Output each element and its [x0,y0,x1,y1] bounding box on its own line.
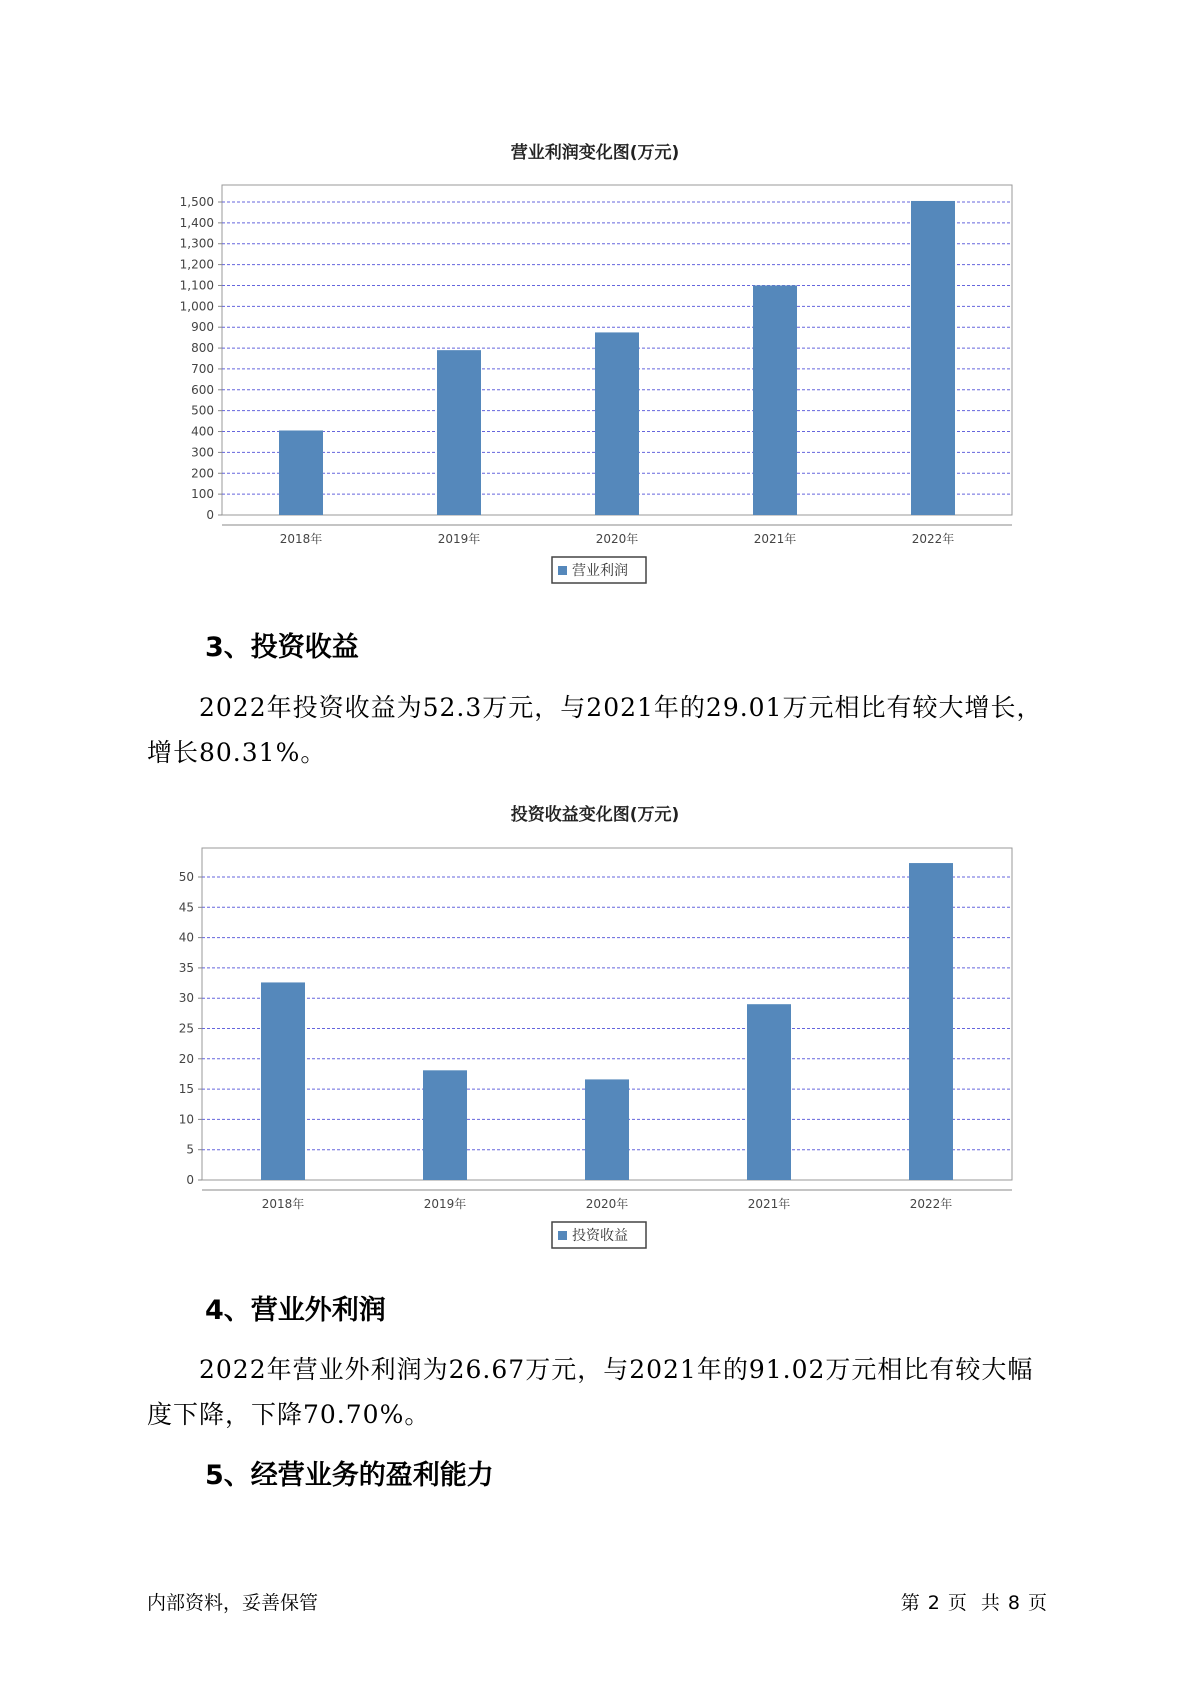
bar [437,350,481,515]
x-tick-label: 2022年 [911,532,955,546]
y-tick-label: 1,100 [179,278,214,293]
footer-total-prefix: 共 [980,1592,1000,1614]
operating-profit-chart [0,130,1191,600]
legend-label: 营业利润 [572,563,628,579]
x-tick-label: 2022年 [909,1197,953,1211]
footer-page-number: 2 [927,1592,940,1614]
footer-total-suffix: 页 [1027,1592,1047,1614]
footer-page-prefix: 第 [900,1592,920,1614]
y-tick-label: 500 [191,403,214,418]
y-tick-label: 1,500 [179,195,214,209]
x-tick-label: 2021年 [747,1197,791,1211]
bar [911,201,955,515]
y-tick-label: 0 [186,1173,194,1187]
footer-page-info [897,1588,1051,1615]
section-3-text: 2022年投资收益为52.3万元，与2021年的29.01万元相比有较大增长，增长80.31%。 [147,693,1043,767]
bar [261,982,305,1180]
chart-title: 营业利润变化图(万元) [510,143,680,163]
investment-income-chart [0,795,1191,1265]
y-tick-label: 20 [178,1051,194,1066]
section-4-text: 2022年营业外利润为26.67万元，与2021年的91.02万元相比有较大幅度下降，下降70.70%。 [147,1355,1034,1429]
y-tick-label: 0 [206,508,214,522]
bar [747,1004,791,1180]
y-tick-label: 200 [191,466,214,481]
investment-income-chart-svg [0,795,1191,1265]
y-tick-label: 900 [191,320,214,335]
y-tick-label: 1,400 [179,215,214,230]
y-tick-label: 35 [178,960,194,975]
footer-page-suffix: 页 [947,1592,967,1614]
y-tick-label: 25 [178,1021,194,1036]
bar [753,285,797,515]
section-3-heading: 3、投资收益 [205,632,359,663]
y-tick-label: 800 [191,341,214,356]
x-tick-label: 2019年 [423,1197,467,1211]
y-tick-label: 100 [191,487,214,502]
bar [595,332,639,515]
y-tick-label: 10 [178,1112,194,1127]
legend-label: 投资收益 [572,1228,628,1244]
y-tick-label: 1,000 [179,299,214,314]
y-tick-label: 5 [186,1142,194,1157]
y-tick-label: 50 [178,870,194,884]
y-tick-label: 1,200 [179,257,214,272]
footer-total-number: 8 [1007,1592,1020,1614]
bar [279,430,323,515]
bar [423,1070,467,1180]
y-tick-label: 400 [191,424,214,439]
x-tick-label: 2020年 [595,532,639,546]
operating-profit-chart-svg [0,130,1191,600]
y-tick-label: 15 [178,1082,194,1097]
bar [909,863,953,1180]
x-tick-label: 2018年 [261,1197,305,1211]
chart-title: 投资收益变化图(万元) [510,805,680,825]
bar [585,1079,629,1180]
section-5-heading: 5、经营业务的盈利能力 [205,1460,494,1491]
y-tick-label: 1,300 [179,236,214,251]
x-tick-label: 2018年 [279,532,323,546]
x-tick-label: 2020年 [585,1197,629,1211]
y-tick-label: 300 [191,445,214,460]
legend-swatch [558,1231,567,1240]
y-tick-label: 45 [178,900,194,915]
y-tick-label: 700 [191,361,214,376]
footer-confidential-note: 内部资料，妥善保管 [147,1592,319,1614]
legend-swatch [558,566,567,575]
x-tick-label: 2019年 [437,532,481,546]
y-tick-label: 600 [191,382,214,397]
x-tick-label: 2021年 [753,532,797,546]
y-tick-label: 40 [178,930,194,945]
y-tick-label: 30 [178,991,194,1006]
section-4-heading: 4、营业外利润 [205,1295,386,1326]
